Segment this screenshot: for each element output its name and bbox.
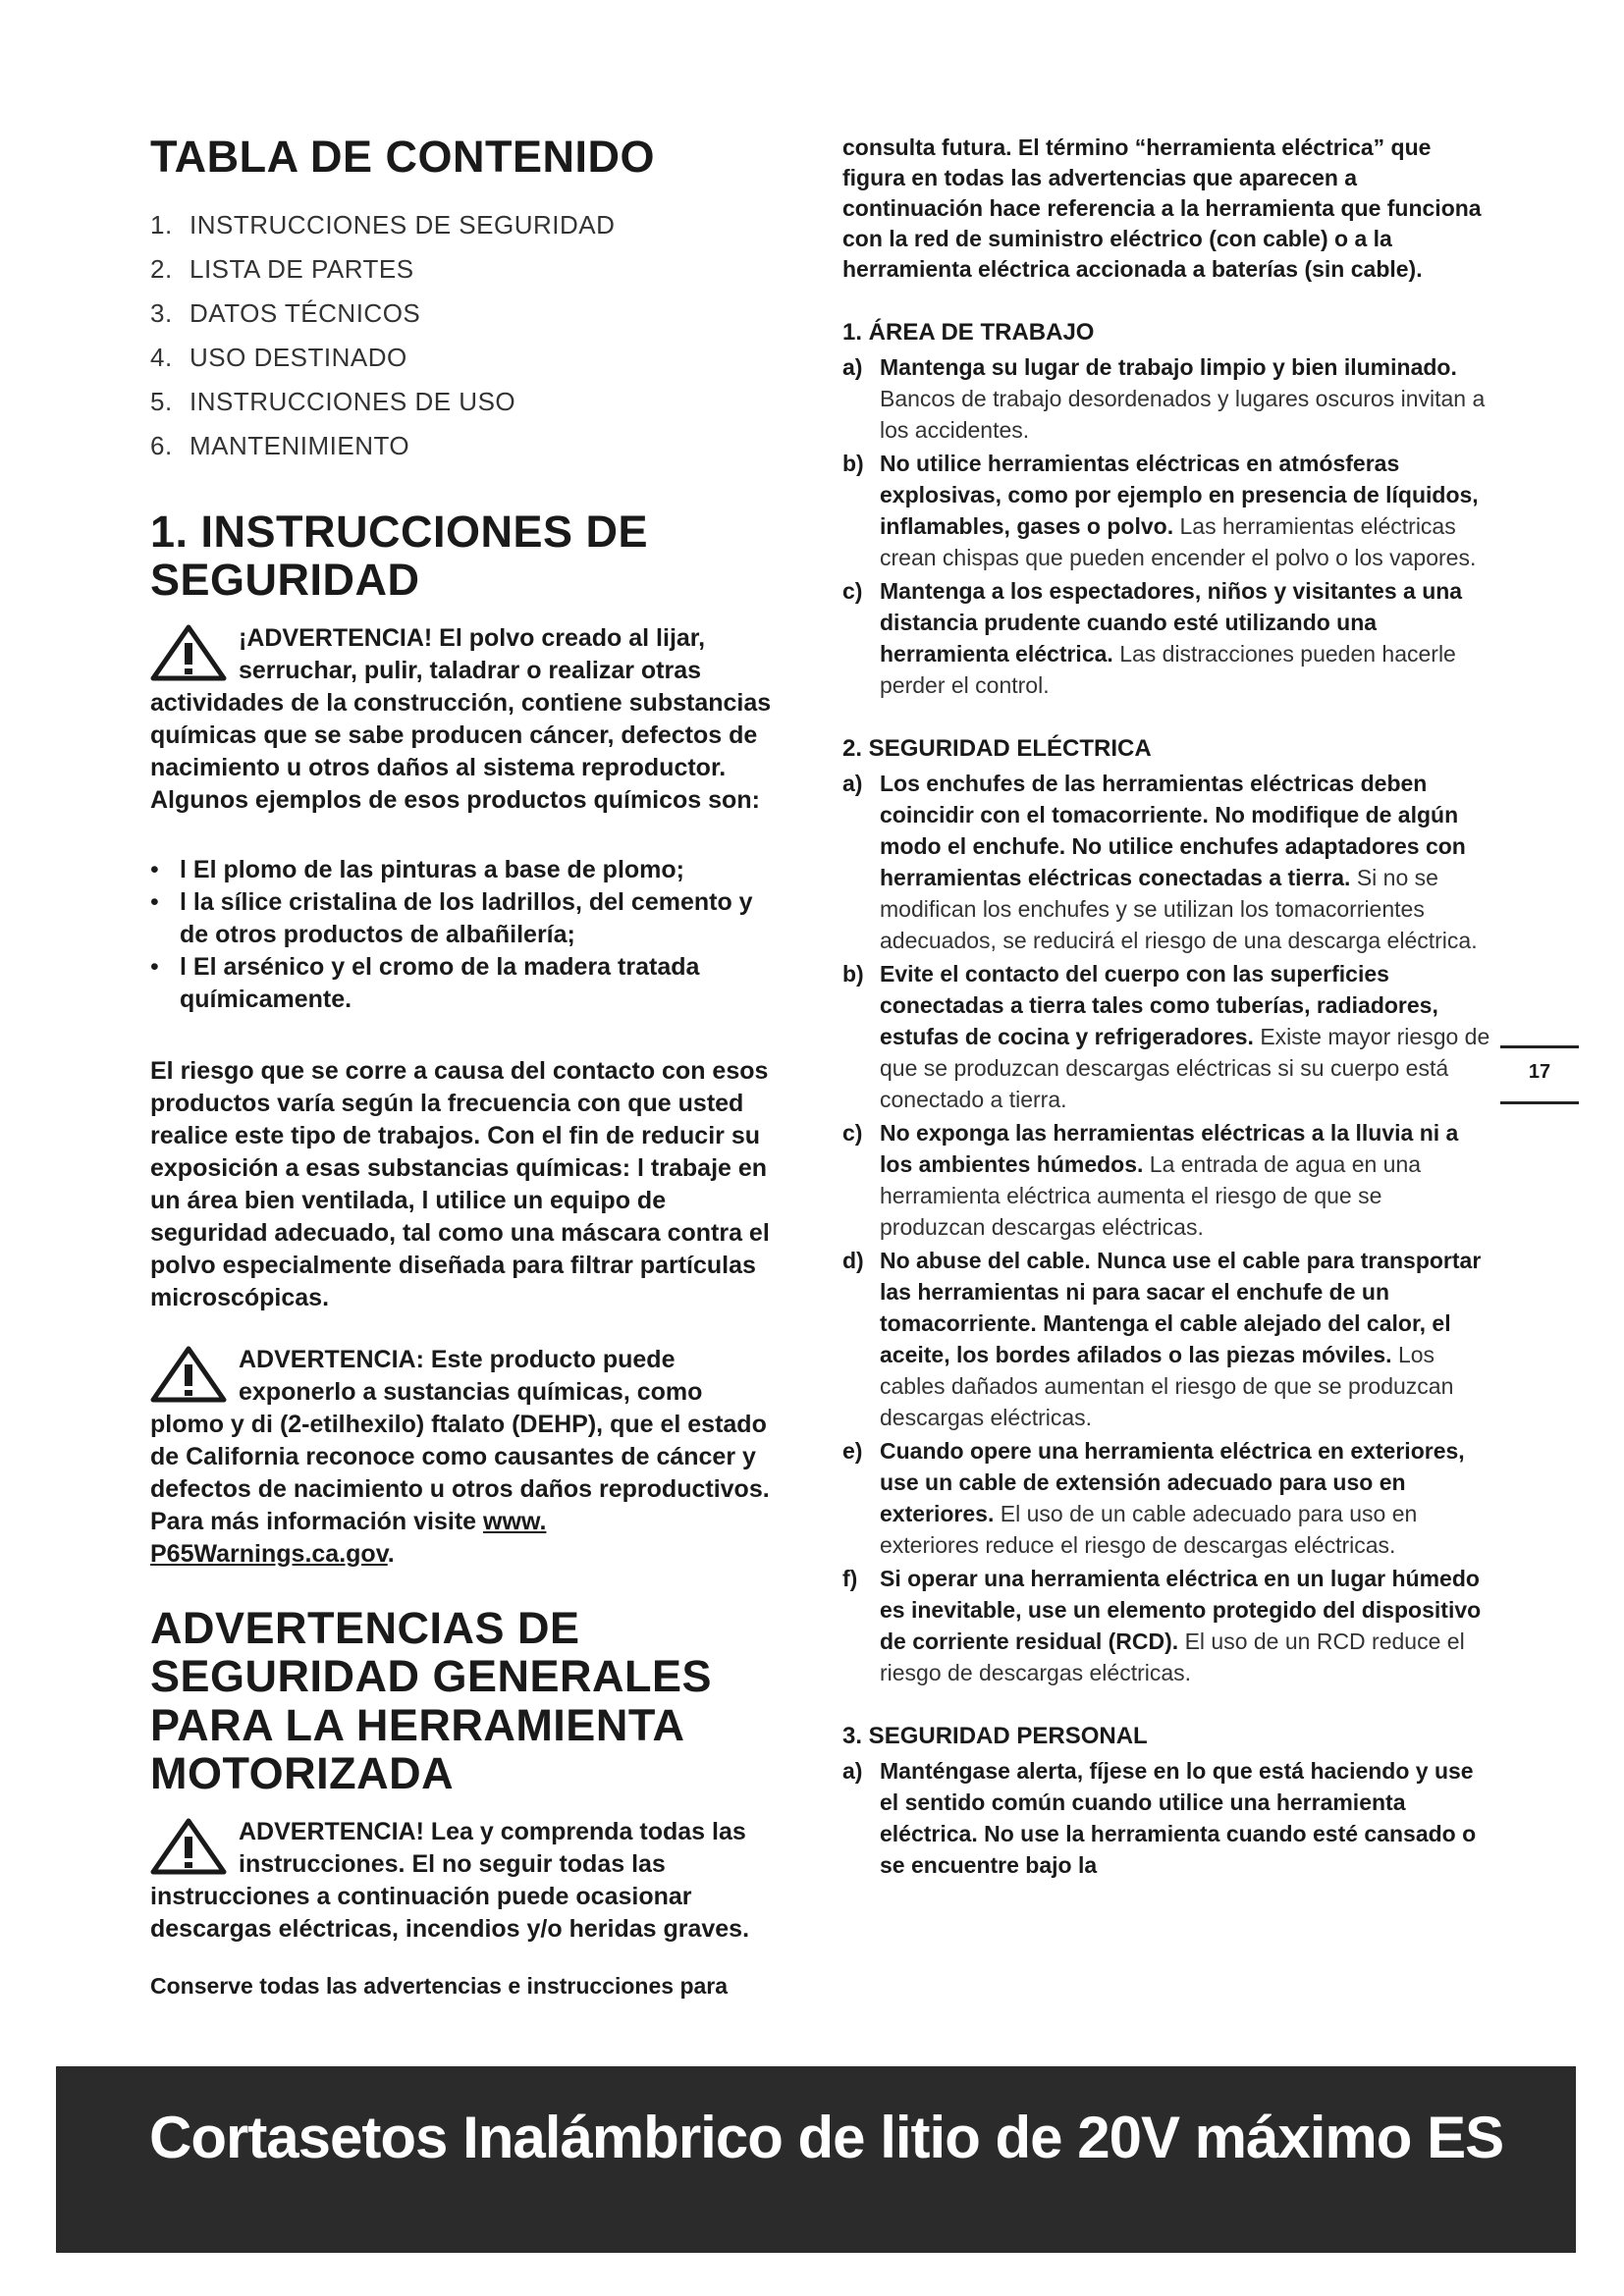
intro-paragraph: consulta futura. El término “herramienta eléctrica” que figura en todas las advertencias que aparecen a continuación hace referencia a la herramienta que funciona con la red de suministro eléctrico (con cable) o a la herramienta eléctrica accionada a baterías (sin cable). <box>842 134 1482 282</box>
left-column <box>150 133 779 2031</box>
chemical-list <box>150 854 779 1016</box>
page-number-marker <box>1500 1045 1579 1104</box>
section-heading: 1. ÁREA DE TRABAJO <box>842 319 1095 346</box>
list-item: e) Cuando opere una herramienta eléctrica en exteriores, use un cable de extensión adecuado para uso en exteriores. El uso de un cable adecuado para uso en exteriores reduce el riesgo de descargas eléctricas. <box>842 1438 1465 1558</box>
toc-item[interactable]: 3. DATOS TÉCNICOS <box>150 297 421 328</box>
toc-item[interactable]: 1. INSTRUCCIONES DE SEGURIDAD <box>150 209 616 240</box>
list-item: • l El plomo de las pinturas a base de plomo; <box>150 855 684 883</box>
personal-safety-section <box>842 1722 1490 1881</box>
p65-link[interactable]: www. P65Warnings.ca.gov <box>150 1507 547 1568</box>
toc-title: TABLA DE CONTENIDO <box>150 132 655 182</box>
right-column <box>842 133 1490 1914</box>
list-item: a) Manténgase alerta, fíjese en lo que está haciendo y use el sentido común cuando utilice una herramienta eléctrica. No use la herramienta cuando esté cansado o se encuentre bajo la <box>842 1758 1477 1878</box>
electrical-safety-section <box>842 734 1490 1688</box>
divider <box>1500 1045 1579 1048</box>
work-area-section <box>842 318 1490 701</box>
warning-triangle-icon <box>150 1818 227 1875</box>
prop65-warning-text: ADVERTENCIA: Este producto puede exponerlo a sustancias químicas, como plomo y di (2-etilhexilo) ftalato (DEHP), que el estado de California reconoce como causantes de cáncer y defectos de nacimiento u otros daños reproductivos. Para más información visite <box>150 1345 770 1535</box>
list-item: d) No abuse del cable. Nunca use el cable para transportar las herramientas ni para sacar el enchufe de un tomacorriente. Mantenga el cable alejado del calor, el aceite, los bordes afilados o las piezas móviles. Los cables dañados aumentan el riesgo de que se produzcan descargas eléctricas. <box>842 1248 1482 1430</box>
toc-item[interactable]: 4. USO DESTINADO <box>150 342 407 372</box>
list-item: • l El arsénico y el cromo de la madera tratada químicamente. <box>150 952 700 1013</box>
section-heading: 2. SEGURIDAD ELÉCTRICA <box>842 735 1152 762</box>
page-number: 17 <box>1528 1061 1551 1083</box>
dust-warning-text: ¡ADVERTENCIA! El polvo creado al lijar, serruchar, pulir, taladrar o realizar otras actividades de la construcción, contiene substancias químicas que se sabe producen cáncer, defectos de nacimiento u otros daños al sistema reproductor. Algunos ejemplos de esos productos químicos son: <box>150 623 772 814</box>
section-heading: 3. SEGURIDAD PERSONAL <box>842 1723 1148 1749</box>
general-warning-text: ADVERTENCIA! Lea y comprenda todas las instrucciones. El no seguir todas las instrucciones a continuación puede ocasionar descargas eléctricas, incendios y/o heridas graves. <box>150 1817 750 1943</box>
list-item: c) No exponga las herramientas eléctricas a la lluvia ni a los ambientes húmedos. La entrada de agua en una herramienta eléctrica aumenta el riesgo de que se produzcan descargas eléctricas. <box>842 1120 1459 1240</box>
list-item: f) Si operar una herramienta eléctrica en un lugar húmedo es inevitable, use un elemento protegido del dispositivo de corriente residual (RCD). El uso de un RCD reduce el riesgo de descargas eléctricas. <box>842 1566 1482 1685</box>
list-item: a) Mantenga su lugar de trabajo limpio y bien iluminado. Bancos de trabajo desordenados y lugares oscuros invitan a los accidentes. <box>842 354 1486 443</box>
list-item: b) Evite el contacto del cuerpo con las superficies conectadas a tierra tales como tuberías, radiadores, estufas de cocina y refrigeradores. Existe mayor riesgo de que se produzcan descargas eléctricas si su cuerpo está conectado a tierra. <box>842 961 1490 1112</box>
footer-banner <box>56 2066 1576 2253</box>
footer-title: Cortasetos Inalámbrico de litio de 20V máximo ES <box>149 2105 1504 2170</box>
toc-item[interactable]: 6. MANTENIMIENTO <box>150 430 410 460</box>
prop65-warning: ADVERTENCIA: Este producto puede exponerlo a sustancias químicas, como plomo y di (2-etilhexilo) ftalato (DEHP), que el estado de California reconoce como causantes de cáncer y defectos de nacimiento u otros daños reproductivos. Para más información visite www. P65Warnings.ca.gov. <box>150 1345 770 1568</box>
toc-list <box>150 203 779 468</box>
divider <box>1500 1101 1579 1104</box>
general-warnings-title: ADVERTENCIAS DE SEGURIDAD GENERALES PARA LA HERRAMIENTA MOTORIZADA <box>150 1602 713 1798</box>
keep-instructions: Conserve todas las advertencias e instrucciones para <box>150 1972 729 1999</box>
toc-item[interactable]: 2. LISTA DE PARTES <box>150 253 414 284</box>
warning-triangle-icon <box>150 624 227 681</box>
list-item: • l la sílice cristalina de los ladrillos, del cemento y de otros productos de albañilería; <box>150 887 753 948</box>
list-item: b) No utilice herramientas eléctricas en atmósferas explosivas, como por ejemplo en presencia de líquidos, inflamables, gases o polvo. Las herramientas eléctricas crean chispas que pueden encender el polvo o los vapores. <box>842 451 1479 570</box>
risk-paragraph: El riesgo que se corre a causa del contacto con esos productos varía según la frecuencia con que usted realice este tipo de trabajos. Con el fin de reducir su exposición a esas substancias químicas: l trabaje en un área bien ventilada, l utilice un equipo de seguridad adecuado, tal como una máscara contra el polvo especialmente diseñada para filtrar partículas microscópicas. <box>150 1056 770 1311</box>
list-item: c) Mantenga a los espectadores, niños y visitantes a una distancia prudente cuando esté utilizando una herramienta eléctrica. Las distracciones pueden hacerle perder el control. <box>842 578 1463 698</box>
dust-warning <box>150 622 779 817</box>
section-1-title: 1. INSTRUCCIONES DE SEGURIDAD <box>150 506 649 605</box>
general-warning <box>150 1816 779 1946</box>
warning-triangle-icon <box>150 1346 227 1403</box>
list-item: a) Los enchufes de las herramientas eléctricas deben coincidir con el tomacorriente. No modifique de algún modo el enchufe. No utilice enchufes adaptadores con herramientas eléctricas conectadas a tierra. Si no se modifican los enchufes y se utilizan los tomacorrientes adecuados, se reducirá el riesgo de una descarga eléctrica. <box>842 771 1478 953</box>
toc-item[interactable]: 5. INSTRUCCIONES DE USO <box>150 386 516 416</box>
